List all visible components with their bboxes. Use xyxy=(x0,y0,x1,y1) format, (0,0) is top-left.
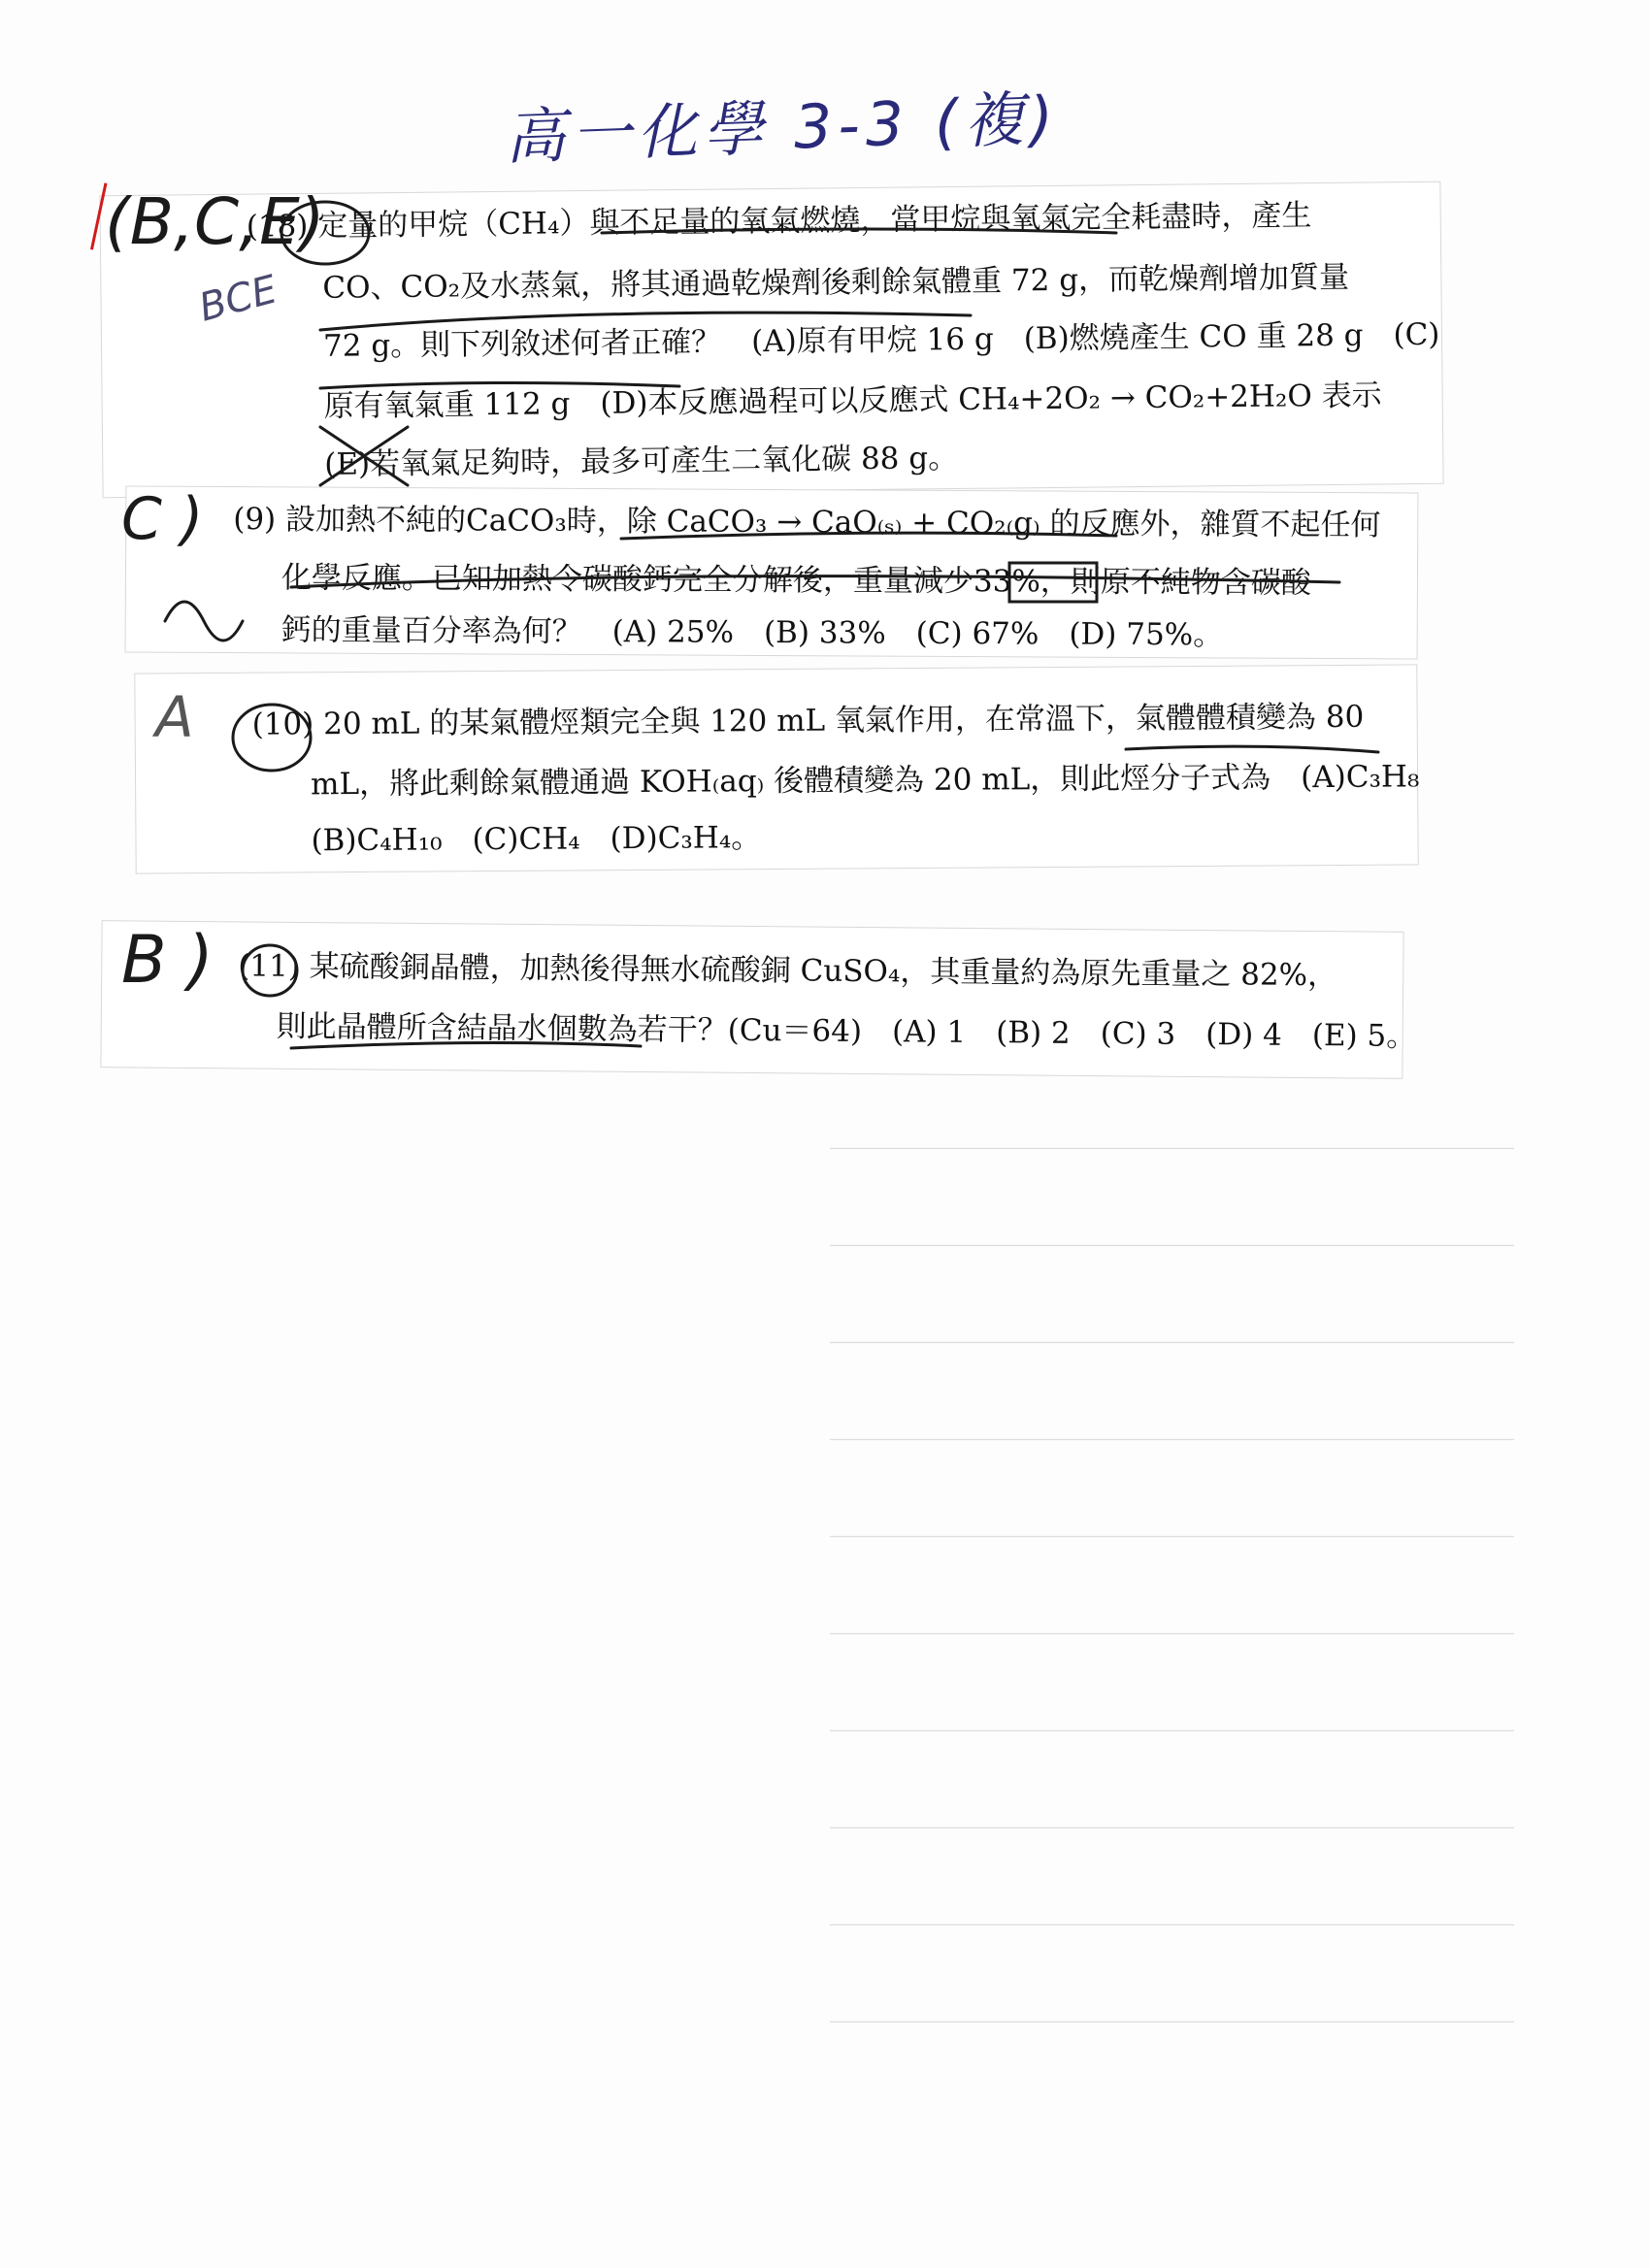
question-11-line-1: (11) 某硫酸銅晶體，加熱後得無水硫酸銅 CuSO₄，其重量約為原先重量之 82%， xyxy=(238,948,1338,994)
question-10-line-3: (B)C₄H₁₀ (C)CH₄ (D)C₃H₄。 xyxy=(311,820,762,859)
bleed-through-line: _______________________________________________ xyxy=(830,1116,1514,1150)
handwritten-answer-10: A xyxy=(155,684,194,750)
box-q9-33 xyxy=(1009,563,1097,602)
underline-q9-1 xyxy=(621,533,1116,539)
underline-q10 xyxy=(1126,746,1378,752)
bleed-through-line: _______________________________________________ xyxy=(830,1504,1514,1538)
underline-q9-2 xyxy=(291,576,1339,587)
handwritten-answer-11: B ) xyxy=(121,922,214,999)
bleed-through-line: _______________________________________________ xyxy=(830,1892,1514,1926)
question-18-line-4: 原有氧氣重 112 g (D)本反應過程可以反應式 CH₄+2O₂ → CO₂+2H₂O 表示 xyxy=(323,378,1382,424)
handwritten-title: 高一化學 3-3 (複) xyxy=(504,82,1061,173)
question-10-line-1: (10) 20 mL 的某氣體烴類完全與 120 mL 氧氣作用，在常溫下，氣體體積變為 80 xyxy=(251,699,1365,742)
question-9-line-1: (9) 設加熱不純的CaCO₃時，除 CaCO₃ → CaO₍ₛ₎ + CO₂₍g₎ 的反應外，雜質不起任何 xyxy=(233,502,1381,543)
bleed-through-line: _______________________________________________ xyxy=(830,1310,1514,1344)
bleed-through-line: _______________________________________________ xyxy=(830,1213,1514,1247)
question-10-line-2: mL，將此剩餘氣體通過 KOH₍aq₎ 後體積變為 20 mL，則此烴分子式為 (A)C₃H₈ xyxy=(310,759,1420,803)
wave-q9 xyxy=(165,602,243,641)
underline-q11 xyxy=(291,1042,641,1048)
question-18-line-1: (18) 定量的甲烷（CH₄）與不足量的氧氣燃燒，當甲烷與氧氣完全耗盡時，產生 xyxy=(246,198,1312,245)
question-9-line-3: 鈣的重量百分率為何？ (A) 25% (B) 33% (C) 67% (D) 75%。 xyxy=(280,612,1224,653)
strike-q18-c xyxy=(320,427,408,485)
underline-q18-3 xyxy=(320,382,679,388)
handwritten-note-18: BCE xyxy=(194,267,282,331)
bleed-through-line: _______________________________________________ xyxy=(830,1698,1514,1732)
handwritten-answer-9: C ) xyxy=(121,485,204,553)
circle-q10 xyxy=(233,705,311,771)
question-18-line-5: (E)若氧氣足夠時，最多可產生二氧化碳 88 g。 xyxy=(324,440,959,482)
bleed-through-line: _______________________________________________ xyxy=(830,1989,1514,2023)
pen-annotations xyxy=(0,0,1650,1087)
bleed-through-line: _______________________________________________ xyxy=(830,1407,1514,1441)
bleed-through-line: _______________________________________________ xyxy=(830,1795,1514,1829)
question-11-line-2: 則此晶體所含結晶水個數為若干？(Cu＝64) (A) 1 (B) 2 (C) 3 (D) 4 (E) 5。 xyxy=(276,1008,1417,1054)
underline-q18-2 xyxy=(320,312,971,330)
question-9-line-2: 化學反應。已知加熱令碳酸鈣完全分解後，重量減少33%，則原不純物含碳酸 xyxy=(280,560,1311,601)
handwritten-answer-18: (B,C,E) xyxy=(105,184,325,259)
question-18-line-3: 72 g。則下列敘述何者正確？ (A)原有甲烷 16 g (B)燃燒產生 CO 重 28 g (C) xyxy=(322,316,1440,364)
circle-q11 xyxy=(243,945,297,996)
circle-q18 xyxy=(281,202,369,264)
bleed-through-line: _______________________________________________ xyxy=(830,1601,1514,1635)
underline-q18-1 xyxy=(602,229,1116,233)
question-18-line-2: CO、CO₂及水蒸氣，將其通過乾燥劑後剩餘氣體重 72 g，而乾燥劑增加質量 xyxy=(322,259,1350,306)
